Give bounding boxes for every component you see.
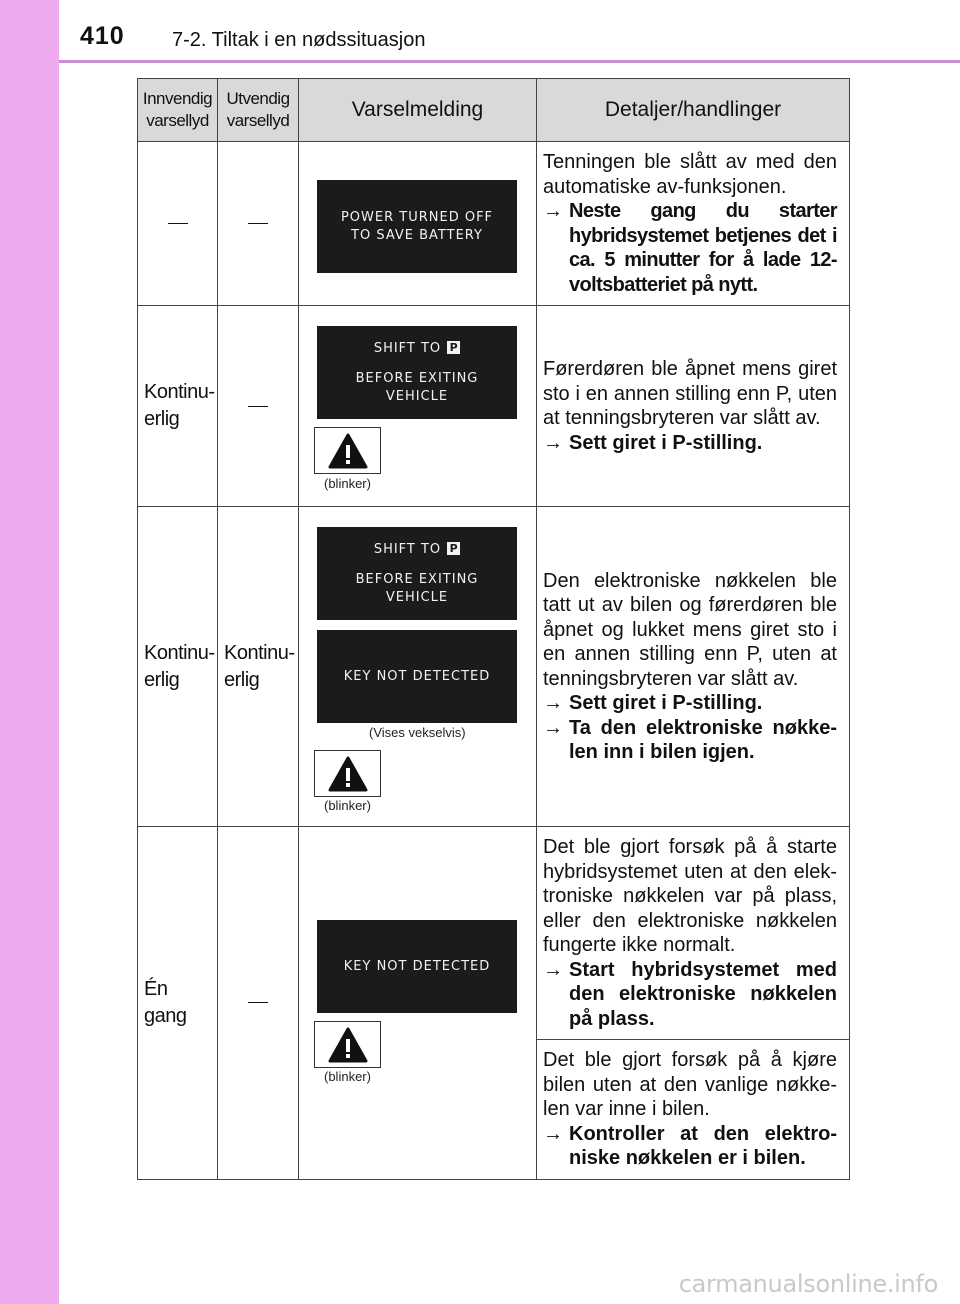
arrow-icon: →	[543, 431, 563, 454]
dash	[248, 1002, 268, 1003]
watermark: carmanualsonline.info	[678, 1270, 938, 1298]
display-screen	[317, 630, 517, 723]
column-header-details: Detaljer/handlinger	[537, 79, 850, 142]
screen-line: TO SAVE BATTERY	[351, 227, 483, 243]
table-row	[138, 142, 850, 306]
details-cell	[537, 1040, 850, 1180]
inner-sound-cell	[138, 306, 218, 507]
inner-sound-text: Kontinu- erlig	[144, 641, 215, 691]
display-screen	[317, 920, 517, 1013]
screen-line: BEFORE EXITING	[355, 370, 479, 386]
warning-triangle-icon	[314, 1021, 381, 1068]
arrow-icon: →	[543, 716, 563, 739]
side-tab-bar	[0, 0, 59, 1304]
page-number: 410	[80, 22, 125, 50]
action-item	[543, 199, 837, 297]
details-cell	[537, 306, 850, 507]
header-rule	[59, 60, 960, 63]
action-text: Sett giret i P-stilling.	[569, 692, 763, 714]
screen-line: SHIFT TO P	[374, 340, 460, 358]
display-screen	[317, 180, 517, 273]
warning-triangle-icon	[314, 427, 381, 474]
details-cell	[537, 827, 850, 1040]
dash	[248, 406, 268, 407]
screen-line: VEHICLE	[385, 388, 449, 404]
arrow-icon: →	[543, 1122, 563, 1145]
display-screen	[317, 326, 517, 419]
outer-sound-text: Kontinu- erlig	[224, 641, 295, 691]
screen-line: VEHICLE	[385, 589, 449, 605]
display-screen	[317, 527, 517, 620]
detail-text: Det ble gjort forsøk på å starte hybridsystemet uten at den elek- troniske nøkkelen var på plass, eller den elektroniske nøkkelen fungerte ikke normalt.	[543, 836, 837, 956]
message-cell	[299, 507, 537, 827]
warning-table	[137, 78, 850, 1180]
screen-line: POWER TURNED OFF	[340, 209, 494, 225]
inner-sound-text: Én gang	[144, 977, 187, 1027]
header-corner	[0, 0, 59, 63]
dash	[168, 223, 188, 224]
action-text: Ta den elektroniske nøkke- len inn i bilen igjen.	[569, 716, 837, 763]
action-item	[543, 1122, 837, 1171]
action-item	[543, 431, 837, 456]
section-title: 7-2. Tiltak i en nødssituasjon	[172, 29, 426, 51]
alternate-caption: (Vises vekselvis)	[369, 725, 466, 740]
table-row	[138, 507, 850, 827]
table-row	[138, 827, 850, 1040]
action-text: Neste gang du starter hybridsystemet betjenes det i ca. 5 minutter for å lade 12-voltsbatteriet på nytt.	[569, 200, 837, 296]
column-header-outer-sound	[218, 79, 299, 142]
screen-line: KEY NOT DETECTED	[343, 958, 491, 974]
detail-text: Førerdøren ble åpnet mens giret sto i en annen stilling enn P, uten at tenningsbryteren var slått av.	[543, 358, 837, 429]
outer-sound-cell	[218, 507, 299, 827]
column-header-message: Varselmelding	[299, 79, 537, 142]
icon-caption: (blinker)	[324, 476, 371, 491]
screen-line: SHIFT TO P	[374, 541, 460, 559]
table-row	[138, 306, 850, 507]
action-text: Kontroller at den elektro- niske nøkkelen er i bilen.	[569, 1122, 837, 1169]
p-position-badge: P	[447, 542, 460, 555]
message-cell	[299, 142, 537, 306]
inner-sound-cell	[138, 827, 218, 1180]
inner-sound-header-line: Innvendig	[142, 89, 213, 108]
outer-sound-cell	[218, 306, 299, 507]
detail-text: Det ble gjort forsøk på å kjøre bilen uten at den vanlige nøkke- len var inne i bilen.	[543, 1049, 837, 1120]
details-cell	[537, 142, 850, 306]
warning-triangle-icon	[314, 750, 381, 797]
p-position-badge: P	[447, 341, 460, 354]
detail-text: Den elektroniske nøkkelen ble tatt ut av bilen og førerdøren ble åpnet og lukket mens giret sto i en annen stilling enn P, uten at tenningsbryteren var slått av.	[543, 569, 837, 690]
icon-caption: (blinker)	[324, 1069, 371, 1084]
detail-text: Tenningen ble slått av med den automatiske av-funksjonen.	[543, 151, 837, 198]
outer-sound-cell	[218, 142, 299, 306]
inner-sound-header-line: varsellyd	[146, 111, 209, 130]
arrow-icon: →	[543, 692, 563, 714]
column-header-inner-sound	[138, 79, 218, 142]
outer-sound-cell	[218, 827, 299, 1180]
action-item	[543, 716, 837, 765]
page-header	[0, 0, 960, 60]
details-cell	[537, 507, 850, 827]
dash	[248, 223, 268, 224]
message-cell	[299, 306, 537, 507]
arrow-icon: →	[543, 958, 563, 981]
inner-sound-cell	[138, 507, 218, 827]
table-header-row	[138, 79, 850, 142]
arrow-icon: →	[543, 200, 563, 222]
outer-sound-header-line: varsellyd	[226, 111, 290, 130]
screen-line: KEY NOT DETECTED	[343, 668, 491, 684]
action-item	[543, 958, 837, 1032]
action-text: Start hybridsystemet med den elektroniske nøkkelen på plass.	[569, 958, 837, 1030]
action-item	[543, 691, 837, 716]
inner-sound-cell	[138, 142, 218, 306]
screen-line: BEFORE EXITING	[355, 571, 479, 587]
icon-caption: (blinker)	[324, 798, 371, 813]
outer-sound-header-line: Utvendig	[226, 89, 290, 108]
message-cell	[299, 827, 537, 1180]
inner-sound-text: Kontinu- erlig	[144, 381, 215, 430]
action-text: Sett giret i P-stilling.	[569, 431, 763, 454]
